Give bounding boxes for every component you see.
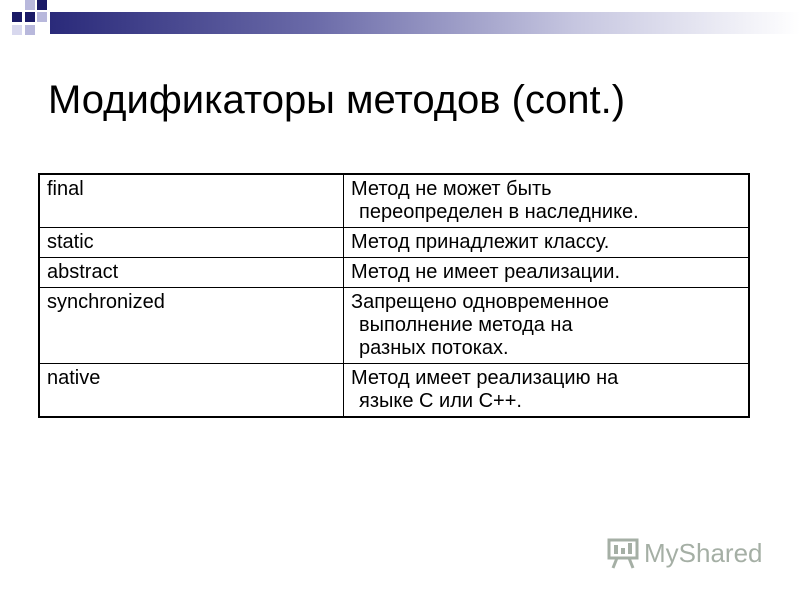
modifier-description-cell [344, 258, 750, 288]
modifier-description-cell [344, 174, 750, 228]
decor-square [25, 12, 35, 22]
modifiers-table [38, 173, 750, 418]
table-row [39, 364, 749, 418]
decor-square [37, 0, 47, 10]
description-line: разных потоках. [359, 337, 509, 359]
modifier-name-cell: synchronized [39, 288, 344, 364]
description-line: Метод имеет реализацию на [351, 367, 619, 389]
decor-square [12, 25, 22, 35]
description-line: Запрещено одновременное [351, 291, 609, 313]
decor-square [25, 25, 35, 35]
modifier-name-cell: final [39, 174, 344, 228]
presentation-board-icon [606, 536, 640, 570]
description-line: языке C или C++. [359, 390, 522, 412]
watermark-text: MyShared [644, 537, 763, 568]
decor-square [25, 0, 35, 10]
description-line: Метод не имеет реализации. [351, 261, 620, 283]
table-row [39, 174, 749, 228]
slide-title: Модификаторы методов (cont.) [48, 78, 626, 122]
description-line: переопределен в наследнике. [359, 201, 639, 223]
table-row [39, 228, 749, 258]
modifier-description-cell [344, 228, 750, 258]
decor-square [37, 12, 47, 22]
description-line: Метод не может быть [351, 178, 552, 200]
decor-square [12, 12, 22, 22]
table-row [39, 258, 749, 288]
header-gradient-bar [50, 12, 800, 34]
modifier-description-cell [344, 288, 750, 364]
description-line: выполнение метода на [359, 314, 573, 336]
watermark-logo [606, 536, 763, 570]
table-row [39, 288, 749, 364]
modifier-description-cell [344, 364, 750, 418]
modifier-name-cell: abstract [39, 258, 344, 288]
modifier-name-cell: static [39, 228, 344, 258]
modifier-name-cell: native [39, 364, 344, 418]
description-line: Метод принадлежит классу. [351, 231, 610, 253]
